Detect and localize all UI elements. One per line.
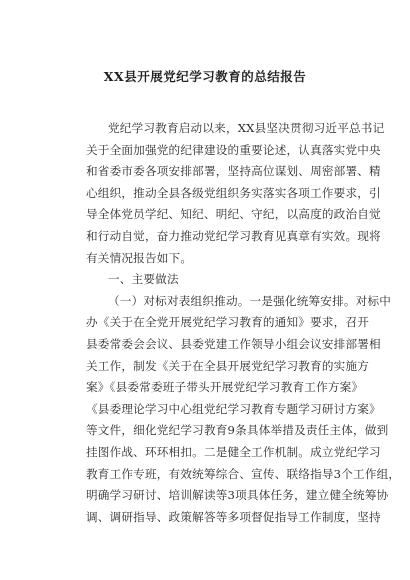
paragraph-line: 《县委理论学习中心组党纪学习教育专题学习研讨方案》 <box>86 401 381 416</box>
paragraph-line: 调、调研指导、政策解答等多项督促指导工作制度，坚持 <box>86 509 381 524</box>
paragraph-line: 关于全面加强党的纪律建设的重要论述，认真落实党中央 <box>86 142 381 157</box>
paragraph-line: 办《关于在全党开展党纪学习教育的通知》要求，召开 <box>86 315 370 330</box>
paragraph-line: 党纪学习教育启动以来，XX县坚决贯彻习近平总书记 <box>108 121 385 135</box>
paragraph-line: 明确学习研讨、培训解读等3项具体任务，建立健全统筹协 <box>86 488 389 503</box>
paragraph-line: 关工作，制发《关于在全县开展党纪学习教育的实施方 <box>86 358 370 373</box>
paragraph-line: 教育工作专班，有效统筹综合、宣传、联络指导3个工作组， <box>86 466 401 481</box>
paragraph-line: 有关情况报告如下。 <box>86 250 193 265</box>
section-heading: 一、主要做法 <box>108 272 179 287</box>
paragraph-line: 和省委市委各项安排部署，坚持高位谋划、周密部署、精 <box>86 164 381 179</box>
paragraph-line: 和行动自觉，奋力推动党纪学习教育见真章有实效。现将 <box>86 228 381 243</box>
document-title: XX县开展党纪学习教育的总结报告 <box>103 69 307 84</box>
paragraph-line: 挂图作战、环环相扣。二是健全工作机制。成立党纪学习 <box>86 444 381 459</box>
paragraph-line: 案》《县委常委班子带头开展党纪学习教育工作方案》 <box>86 380 364 395</box>
paragraph-line: 等文件，细化党纪学习教育9条具体举措及责任主体，做到 <box>86 423 389 438</box>
paragraph-line: 心组织，推动全县各级党组织务实落实各项工作要求，引 <box>86 185 381 200</box>
paragraph-line: 导全体党员学纪、知纪、明纪、守纪，以高度的政治自觉 <box>86 207 381 222</box>
paragraph-line: （一）对标对表组织推动。一是强化统筹安排。对标中 <box>108 293 392 308</box>
paragraph-line: 县委常委会会议、县委党建工作领导小组会议安排部署相 <box>86 336 381 351</box>
document-body <box>86 118 401 528</box>
